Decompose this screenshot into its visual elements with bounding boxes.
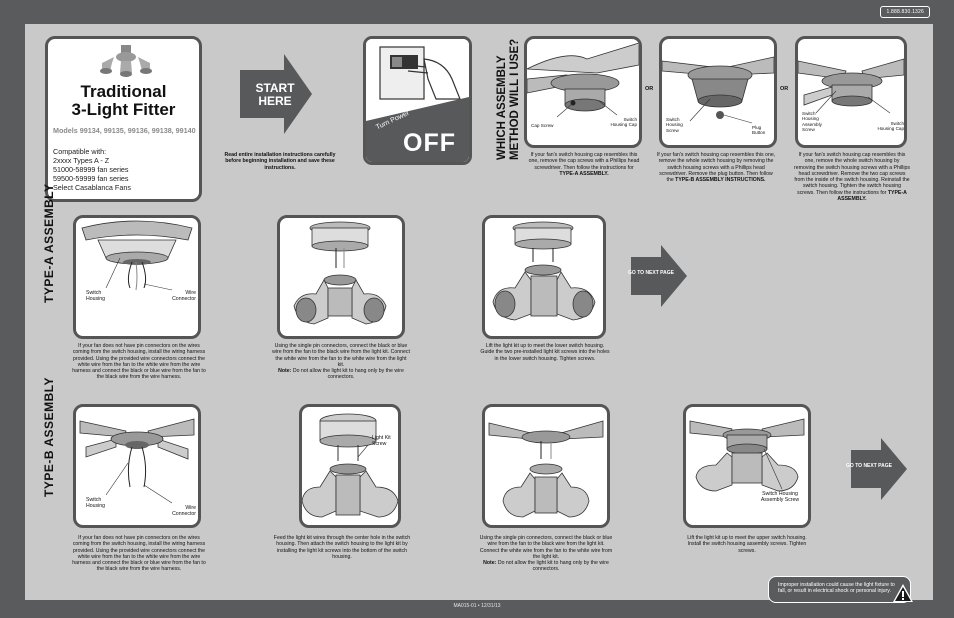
compatibility-list: Compatible with: 2xxxx Types A - Z 51000-58999 fan series 59500-59999 fan series Select Casablanca Fans [53, 147, 131, 192]
power-off-box [363, 36, 472, 165]
type-a-label: TYPE-A ASSEMBLY [42, 183, 56, 303]
which-panel-type-a [524, 36, 642, 148]
or-label-2: OR [780, 86, 789, 92]
start-here-label: START HERE [255, 81, 295, 108]
which-panel-type-b [659, 36, 777, 148]
switch-housing-assembly-screw-label: Switch Housing Assembly Screw [802, 111, 822, 132]
type-b-step-2-illustration [302, 407, 398, 525]
which-assembly-heading: WHICH ASSEMBLY METHOD WILL I USE? [496, 38, 521, 160]
product-title: Traditional 3-Light Fitter [71, 82, 176, 119]
type-b-go-to-next-page: GO TO NEXT PAGE [851, 438, 907, 500]
type-a-step-1 [73, 215, 201, 339]
switch-housing-screw-label: Switch Housing Screw [666, 117, 683, 133]
switch-housing-label-b: Switch Housing [86, 497, 106, 509]
type-a-step-1-caption: If your fan does not have pin connectors on the wires coming from the switch housing, install the wiring harness provided. Using the provided wire connectors connect the white wire from the fan to the white wire from the wire harness and connect the black or blue wire from the fan to the black wire from the wire harness. [72, 343, 206, 381]
switch-housing-label-a: Switch Housing [86, 290, 106, 302]
fan-housing-cap-illustration [527, 39, 639, 145]
type-a-step-2-illustration [280, 218, 402, 336]
which-panel-type-b-caption: If your fan's switch housing cap resembles this one, remove the whole switch housing by removing the switch housing screws with a Phillips head screwdriver. Remove the plug button. Then follow the TYPE-B ASSEMBLY INSTRUCTIONS. [656, 152, 776, 184]
type-a-next-arrow [631, 245, 687, 307]
wire-connector-label-b: Wire Connector [172, 505, 196, 517]
light-fitter-icon [96, 43, 156, 79]
type-a-step-2-caption: Using the single pin connectors, connect the black or blue wire from the fan to the black wire from the light kit. Connect the white wire from the fan to the white wire from the light kit. Note: Do not allow the light kit to hang only by the wire connectors. [272, 343, 410, 381]
warning-icon [893, 584, 913, 602]
turn-power-label: Turn Power [375, 109, 411, 132]
read-instructions-note: Read entire installation instructions carefully before beginning installation and save these instructions. [224, 152, 336, 171]
switch-housing-cap-label-2: Switch Housing Cap [877, 121, 904, 132]
wire-connector-label-a: Wire Connector [172, 290, 196, 302]
type-a-step-3-caption: Lift the light kit up to meet the lower switch housing. Guide the two pre-installed light kit screws into the holes in the lower switch housing. Tighten screws. [480, 343, 610, 362]
type-a-step-3 [482, 215, 606, 339]
which-panel-type-a-alt-caption: If your fan's switch housing cap resembles this one, remove the whole switch housing by removing the switch housing screws with a Phillips head screwdriver. Remove the two cap screws from the inside of the switch housing. Reinstall the switch housing. Tighten the switch housing screws. Then follow the instructions for TYPE-A ASSEMBLY. [794, 152, 910, 203]
type-a-go-to-next-page: GO TO NEXT PAGE [631, 245, 687, 307]
switch-housing-cap-label: Switch Housing Cap [610, 117, 637, 128]
type-b-next-arrow [851, 438, 907, 500]
warning-text: Improper installation could cause the light fixture to fall, or result in electrical shock or personal injury. [778, 582, 895, 595]
model-numbers: Models 99134, 99135, 99136, 99138, 99140 [53, 126, 196, 135]
type-b-step-2-caption: Feed the light kit wires through the center hole in the switch housing. Then attach the switch housing to the light kit by installing the light kit screws into the bottom of the switch housing. [273, 535, 411, 560]
type-b-step-1-caption: If your fan does not have pin connectors on the wires coming from the switch housing, install the wiring harness provided. Using the provided wire connectors connect the white wire from the fan to the white wire from the wire harness and connect the black or blue wire from the fan to the black wire from the wire harness. [72, 535, 206, 573]
type-b-step-3-caption: Using the single pin connectors, connect the black or blue wire from the fan to the black wire from the light kit. Connect the white wire from the fan to the white wire from the light kit. Note: Do not allow the light kit to hang only by the wire connectors. [479, 535, 613, 573]
warning-box [768, 576, 911, 603]
light-kit-screw-label: Light Kit Screw [372, 435, 391, 447]
title-box [45, 36, 202, 202]
phone-number: 1.888.830.1326 [880, 6, 930, 18]
off-label: OFF [403, 129, 456, 157]
plug-button-label: Plug Button [752, 125, 766, 136]
type-b-step-3-illustration [485, 407, 607, 525]
type-b-step-4 [683, 404, 811, 528]
type-a-step-2 [277, 215, 405, 339]
type-a-step-3-illustration [485, 218, 603, 336]
switch-housing-assembly-screw-label-b: Switch Housing Assembly Screw [760, 491, 800, 503]
or-label-1: OR [645, 86, 654, 92]
type-a-step-1-illustration [76, 218, 198, 336]
type-b-step-4-illustration [686, 407, 808, 525]
cap-screw-label: Cap Screw [531, 123, 554, 128]
which-panel-type-a-caption: If your fan's switch housing cap resembles this one, remove the cap screws with a Phillips head screwdriver. Then follow the instructions for TYPE-A ASSEMBLY. [528, 152, 640, 177]
type-b-step-1 [73, 404, 201, 528]
type-b-step-2 [299, 404, 401, 528]
type-b-label: TYPE-B ASSEMBLY [42, 377, 56, 497]
type-b-step-3 [482, 404, 610, 528]
which-panel-type-a-alt [795, 36, 907, 148]
document-code: MA015-01 • 12/31/13 [453, 603, 501, 609]
type-b-step-4-caption: Lift the light kit up to meet the upper switch housing. Install the switch housing assembly screws. Tighten screws. [687, 535, 807, 554]
